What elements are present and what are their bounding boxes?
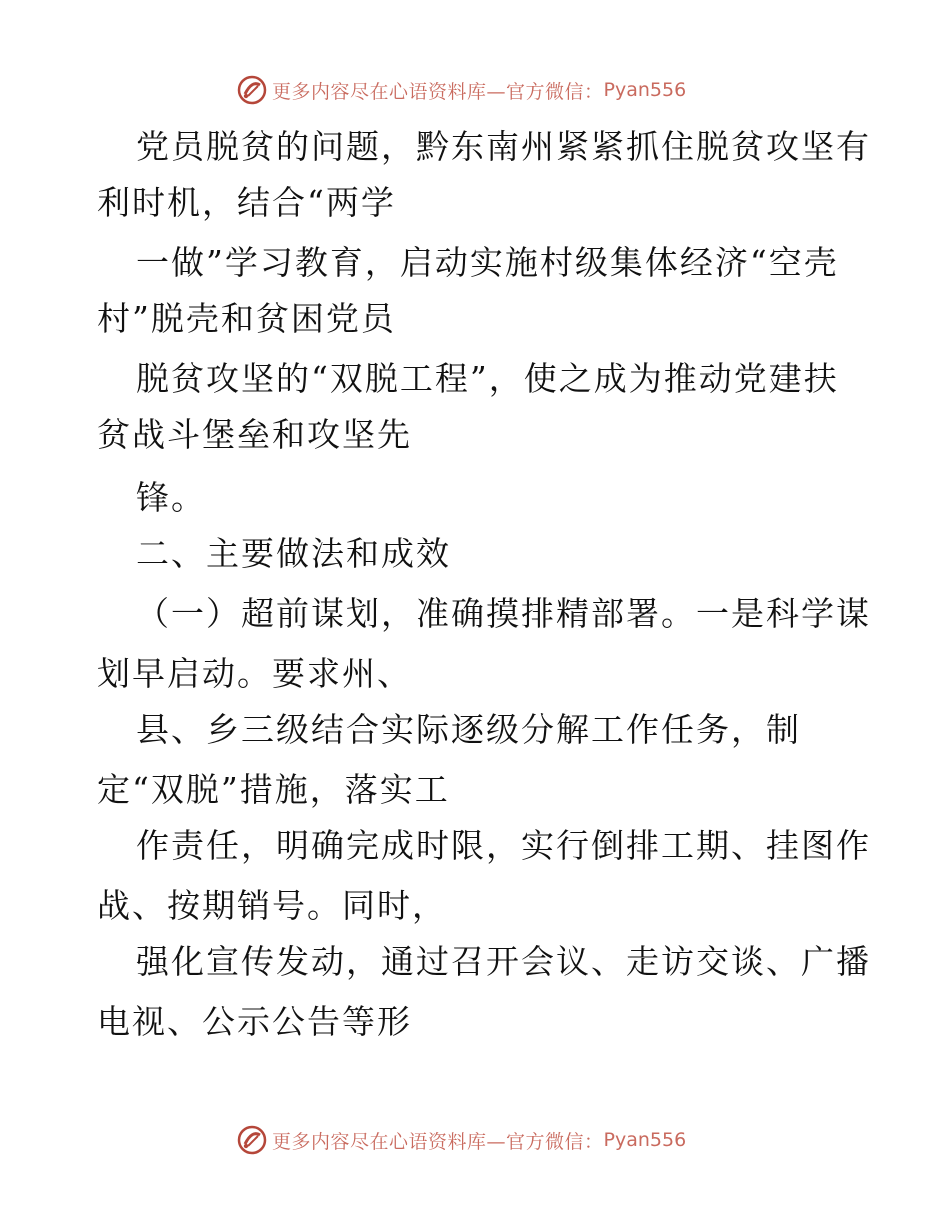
wechat-id: Pyan556 <box>603 1129 687 1151</box>
body-line: 利时机，结合“两学 <box>97 183 396 222</box>
body-line: 划早启动。要求州、 <box>97 654 412 693</box>
library-logo-icon <box>236 1124 268 1156</box>
banner-text: 更多内容尽在心语资料库—官方微信： <box>272 80 604 103</box>
body-line: 锋。 <box>136 478 206 517</box>
body-line: 脱贫攻坚的“双脱工程”，使之成为推动党建扶 <box>136 359 839 398</box>
section-heading: 二、主要做法和成效 <box>136 534 451 573</box>
body-line: 战、按期销号。同时， <box>97 886 447 925</box>
banner-text: 更多内容尽在心语资料库—官方微信： <box>272 1130 604 1153</box>
header-banner <box>0 70 950 110</box>
library-logo-icon <box>236 74 268 106</box>
body-line: （一）超前谋划，准确摸排精部署。一是科学谋 <box>136 594 871 633</box>
body-line: 村”脱壳和贫困党员 <box>97 299 396 338</box>
body-line: 党员脱贫的问题，黔东南州紧紧抓住脱贫攻坚有 <box>136 127 871 166</box>
body-line: 定“双脱”措施，落实工 <box>97 770 450 809</box>
body-line: 强化宣传发动，通过召开会议、走访交谈、广播 <box>136 942 871 981</box>
body-line: 电视、公示公告等形 <box>97 1002 412 1041</box>
body-line: 县、乡三级结合实际逐级分解工作任务，制 <box>136 710 801 749</box>
body-line: 一做”学习教育，启动实施村级集体经济“空壳 <box>136 243 839 282</box>
wechat-id: Pyan556 <box>603 79 687 101</box>
body-line: 作责任，明确完成时限，实行倒排工期、挂图作 <box>136 826 871 865</box>
footer-banner <box>0 1120 950 1160</box>
body-line: 贫战斗堡垒和攻坚先 <box>97 415 412 454</box>
